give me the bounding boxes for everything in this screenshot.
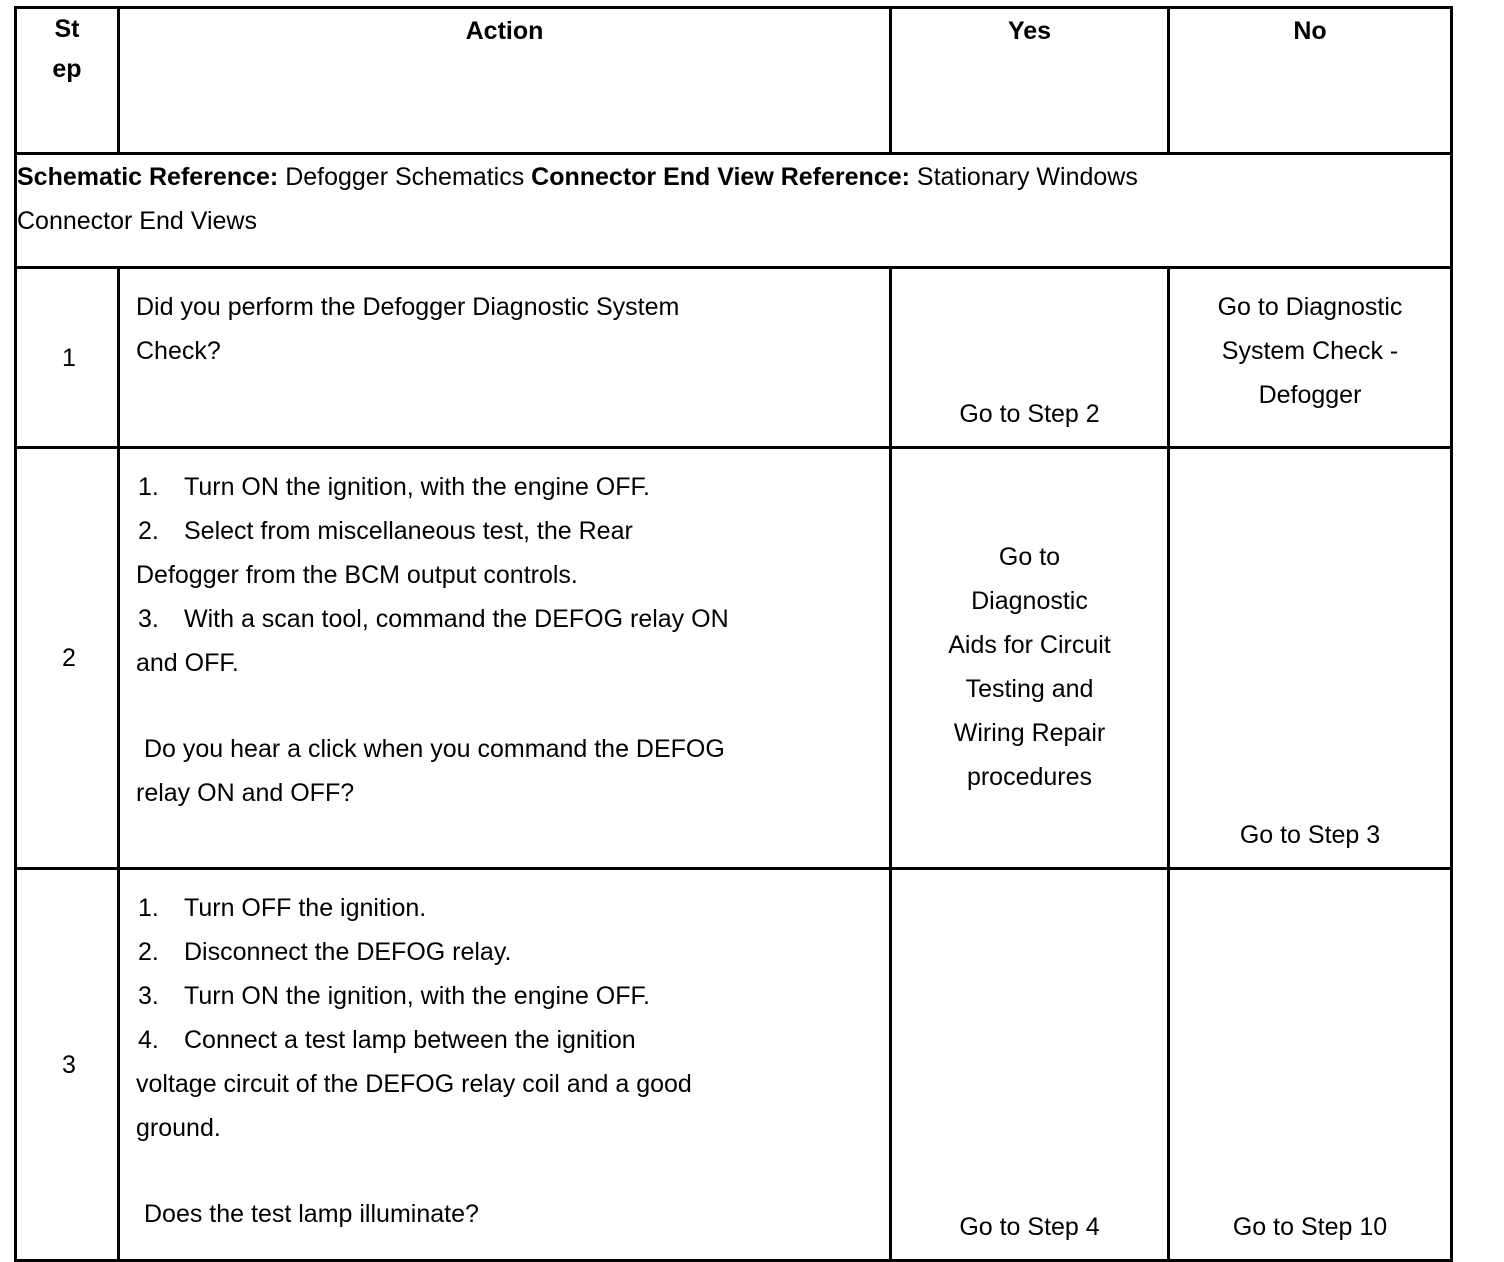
step-number: 3: [16, 869, 119, 1261]
diagnostic-table: [14, 6, 1453, 1262]
header-action: Action: [119, 8, 891, 154]
header-step-line1: St: [54, 15, 80, 43]
yes-cell: Go to Step 2: [891, 268, 1169, 448]
header-no: No: [1169, 8, 1452, 154]
table-row: [16, 869, 1452, 1261]
table-header-row: [16, 8, 1452, 154]
schematic-reference-value: Defogger Schematics: [285, 163, 525, 191]
connector-reference-value-cont: Connector End Views: [17, 207, 257, 235]
yes-cell: Go to Step 4: [891, 869, 1169, 1261]
step-question: Does the test lamp illuminate?: [144, 1200, 479, 1228]
header-yes: Yes: [891, 8, 1169, 154]
header-step: [16, 8, 119, 154]
action-cell: Did you perform the Defogger Diagnostic System Check?: [119, 268, 891, 448]
reference-cell: [16, 154, 1452, 268]
yes-cell: Go to Diagnostic Aids for Circuit Testing and Wiring Repair procedures: [891, 448, 1169, 869]
header-step-line2: ep: [52, 55, 82, 83]
table-row: [16, 448, 1452, 869]
no-cell: Go to Step 10: [1169, 869, 1452, 1261]
schematic-reference-label: Schematic Reference:: [17, 163, 279, 191]
no-cell: Go to Step 3: [1169, 448, 1452, 869]
step-question: Do you hear a click when you command the DEFOG: [144, 735, 725, 763]
step-number: 2: [16, 448, 119, 869]
connector-reference-label: Connector End View Reference:: [531, 163, 910, 191]
no-cell: Go to Diagnostic System Check - Defogger: [1169, 268, 1452, 448]
reference-row: [16, 154, 1452, 268]
step-number: 1: [16, 268, 119, 448]
action-cell: 1. Turn OFF the ignition. 2. Disconnect the DEFOG relay. 3. Turn ON the ignition, with the engine OFF. 4. Connect a test lamp between the ignition voltage circuit of the DEFOG relay coil and a good ground. Does the test lamp illuminate?: [119, 869, 891, 1261]
action-cell: 1. Turn ON the ignition, with the engine OFF. 2. Select from miscellaneous test, the Rear Defogger from the BCM output controls. 3. With a scan tool, command the DEFOG relay ON and OFF. Do you hear a click when you command the DEFOG relay ON and OFF?: [119, 448, 891, 869]
connector-reference-value: Stationary Windows: [916, 163, 1138, 191]
table-row: [16, 268, 1452, 448]
